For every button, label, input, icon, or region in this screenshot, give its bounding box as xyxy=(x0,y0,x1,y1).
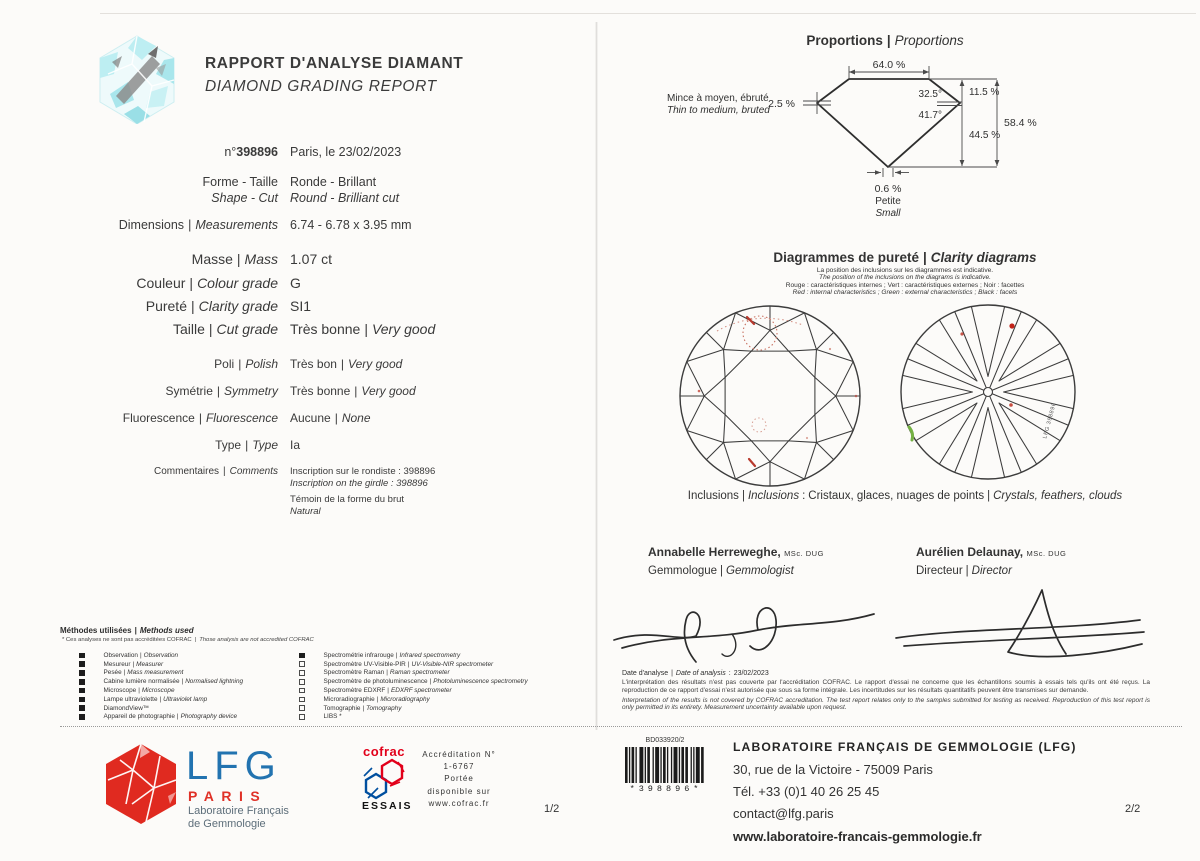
report-number: 398896 xyxy=(236,145,278,159)
crown-angle: 32.5° xyxy=(918,89,942,100)
checkbox-unchecked-icon xyxy=(299,714,305,720)
signature-gemmologist xyxy=(612,588,912,668)
lfg-wordmark: LFG xyxy=(186,744,282,788)
girdle-pct: 2.5 % xyxy=(768,98,795,110)
method-item xyxy=(299,677,584,686)
analysis-date: Date d'analyse | Date of analysis : 23/02/2023 xyxy=(622,670,769,677)
method-label: Spectromètre de photoluminescence | Photoluminescence spectrometry xyxy=(323,678,528,686)
method-label: Microscope | Microscope xyxy=(103,687,175,695)
paris-wordmark: PARIS xyxy=(188,788,268,804)
disclaimer-en: Interpretation of the results is not covered by COFRAC accreditation. The test report relates only to the samples submitted for testing as received. Reproduction of this test report is only permitted in its entirety. Measurement uncertainty available upon request. xyxy=(622,696,1150,712)
total-depth-pct: 58.4 % xyxy=(1004,117,1037,129)
method-item xyxy=(79,651,294,660)
method-item xyxy=(299,686,584,695)
crown-height-pct: 11.5 % xyxy=(969,87,1000,98)
checkbox-unchecked-icon xyxy=(299,697,305,703)
pavilion-facet-lines xyxy=(903,307,1074,478)
checkbox-checked-icon xyxy=(79,670,85,676)
lab-name-line1: Laboratoire Français xyxy=(188,805,289,817)
table-pct: 64.0 % xyxy=(872,59,906,71)
disclaimer-fr: L'interprétation des résultats n'est pas couverte par l'accréditation COFRAC. Le rapport d'essai ne concerne que les échantillons soumis à essais tels qu'ils ont été reçus. La reproduction de ce rapport d'essai n'est autorisée que sous sa forme intégrale. Les incertitudes sur les résultats quantitatifs peuvent être transmises sur demande. xyxy=(622,679,1150,694)
checkbox-unchecked-icon xyxy=(299,705,305,711)
scan-edge xyxy=(100,13,1196,14)
dimension-arrows xyxy=(849,70,999,175)
lfg-footer-logo xyxy=(102,742,180,826)
method-label: Spectromètre EDXRF | EDXRF spectrometer xyxy=(323,687,452,695)
red-crystal xyxy=(1009,323,1014,328)
girdle-desc-en: Thin to medium, bruted xyxy=(667,105,770,116)
lfg-diamond-logo xyxy=(94,34,180,124)
checkbox-unchecked-icon xyxy=(299,688,305,694)
proportions-title: Proportions | Proportions xyxy=(806,33,964,48)
method-item xyxy=(299,695,584,704)
report-number-prefix: n° xyxy=(224,145,237,159)
org-website: www.laboratoire-francais-gemmologie.fr xyxy=(733,829,982,844)
clarity-title: Diagrammes de pureté | Clarity diagrams xyxy=(773,250,1037,265)
method-label: Pesée | Mass measurement xyxy=(103,669,184,677)
method-label: Lampe ultraviolette | Ultraviolet lamp xyxy=(103,695,208,703)
page-number-right: 2/2 xyxy=(1125,803,1141,815)
culet-size-en: Small xyxy=(875,208,901,219)
essais-label: ESSAIS xyxy=(362,800,413,812)
clarity-notes: La position des inclusions sur les diagrammes est indicative. The position of the inclusions on the diagrams is indicative. Rouge : caractéristiques internes ; Vert : caractéristiques externes ; Noir : facettes Red : internal characteristics ; Green : external characteristics ; Black : facets xyxy=(785,267,1025,297)
method-label: Cabine lumière normalisée | Normalised lightning xyxy=(103,678,244,686)
checkbox-unchecked-icon xyxy=(299,661,305,667)
org-phone: Tél. +33 (0)1 40 26 25 45 xyxy=(733,784,880,799)
report-title xyxy=(205,55,463,96)
checkbox-checked-icon xyxy=(79,714,85,720)
barcode-label: BD033920/2 xyxy=(645,737,685,744)
methods-column-left xyxy=(79,651,294,721)
red-inclusion xyxy=(749,459,755,466)
inclusions-line: Inclusions | Inclusions : Cristaux, glaces, nuages de points | Crystals, feathers, clouds xyxy=(687,490,1123,502)
method-label: Mesureur | Measurer xyxy=(103,660,164,668)
method-label: Spectrométrie infrarouge | Infrared spectrometry xyxy=(323,651,461,659)
method-item xyxy=(79,660,294,669)
method-label: DiamondView™ xyxy=(103,704,150,712)
plot-inscription: LFG 398896 xyxy=(1042,402,1058,440)
org-address: 30, rue de la Victoire - 75009 Paris xyxy=(733,762,933,777)
methods-column-right xyxy=(299,651,584,721)
girdle-desc-fr: Mince à moyen, ébruté xyxy=(667,93,769,104)
report-date-place: Paris, le 23/02/2023 xyxy=(290,145,402,159)
methods-heading: Méthodes utilisées | Methods used xyxy=(60,626,194,635)
dimension-lines xyxy=(803,66,1000,177)
org-email: contact@lfg.paris xyxy=(733,806,834,821)
method-item xyxy=(299,704,584,713)
checkbox-checked-icon xyxy=(79,653,85,659)
method-item xyxy=(79,704,294,713)
pavilion-angle: 41.7° xyxy=(918,110,942,121)
culet-pct: 0.6 % xyxy=(874,183,902,195)
pavilion-depth-pct: 44.5 % xyxy=(969,130,1001,141)
proportions-diagram xyxy=(645,25,1095,225)
method-item xyxy=(79,686,294,695)
page-title-fr: RAPPORT D'ANALYSE DIAMANT xyxy=(205,55,464,72)
checkbox-checked-icon xyxy=(299,653,305,659)
analysis-block xyxy=(622,670,1150,712)
clarity-diagram-crown xyxy=(677,303,863,489)
method-label: Appareil de photographie | Photography device xyxy=(103,713,238,721)
method-item xyxy=(79,695,294,704)
certificate-sheet: RAPPORT D'ANALYSE DIAMANT DIAMOND GRADING REPORT n°398896 Paris, le 23/02/2023 Forme - Taille Shape - Cut Ronde - Brillant Round - Brilliant cut Dimensions | Measurements 6.74 - 6.78 x 3.95 mm Masse | Mass 1.07 ct Couleur | Colour grade G Pureté | Clarity grade SI1 Taille | Cut grade Très bonne | Very good Poli | Polish Très bon | Very good Symétrie | Symmetry Très bonne | Very good Fluorescence | Fluorescence Aucune | None Type | Type Ia Commentaires | Comments Inscription sur le rondiste : 398896 Inscription on the girdle : 398896 Témoin de la forme du brut Natural Méthodes utilisées | Methods used * Ces analyses ne sont pas accréditées COFRAC | Those analysis are not accredited COFRAC Observation | Observation Mesureur | Measurer Pesée | Mass measurement Cabine lumière normalisée | Normalised lightning Microscope | Microscope Lampe ultraviolette | Ultraviolet lamp DiamondView™ Appareil de photographie | Photography device Spectrométrie infrarouge | Infrared spectrometry Spectromètre UV-Visible-PIR | UV-Visible-NIR spectrometer Spectromètre Raman | Raman spectrometer Spectromètre de photoluminescence | Photoluminescence spectrometry Spectromètre EDXRF | EDXRF spectrometer Microradiographie | Microradiography Tomographie | Tomography LIBS * LFG PARIS Laboratoire Français de Gemmologie cofrac ESSAIS Accréditation N° 1-6767 Portée disponible sur www.cofrac.fr 1/2 Proportions | Proportions 64.0 % 2.5 % Mince à moyen, ébruté Thin to medium, bruted 32.5° 41.7° 11.5 % 44.5 % 58.4 % 0.6 % Petite Small Diagrammes de pureté | Clarity diagrams La position des inclusions sur les diagrammes est indicative. The position of the inclusions on the diagrams is indicative. Rouge : caractéristiques internes ; Vert : caractéristiques externes ; Noir : facettes Red : internal characteristics ; Green : external characteristics ; Black : facets LFG 398896 Inclusions | Inclusions : Cristaux, glaces, nuages de points | Crystals, feathers, clouds Annabelle Herreweghe, MSc. DUG Gemmologue | Gemmologist Aurélien Delaunay, MSc. DUG Directeur | Director Date d'analyse | Date of analysis : 23/02/2023 L'interprétation des résultats n'est pas couverte par l'accréditation COFRAC. Le rapport d'essai ne concerne que les échantillons soumis à essais tels qu'ils ont été reçus. La reproduction de ce rapport d'essai n'est autorisée que sous sa forme intégrale. Les incertitudes sur les résultats quantitatifs peuvent être transmises sur demande. Interpretation of the results is not covered by COFRAC accreditation. The test report relates only to the samples submitted for testing as received. Reproduction of this test report is only permitted in its entirety. Measurement uncertainty available upon request. BD033920/2 *398896* LABORATOIRE FRANÇAIS DE GEMMOLOGIE (LFG) 30, rue de la Victoire - 75009 Paris Tél. +33 (0)1 40 26 25 45 contact@lfg.paris www.laboratoire-francais-gemmologie.fr 2/2 xyxy=(0,0,1200,861)
accreditation-block: Accréditation N° 1-6767 Portée disponible sur www.cofrac.fr xyxy=(422,750,496,808)
checkbox-checked-icon xyxy=(79,661,85,667)
method-item xyxy=(299,669,584,678)
method-item xyxy=(79,713,294,722)
method-item xyxy=(299,713,584,722)
culet-size-fr: Petite xyxy=(875,196,901,207)
method-label: Microradiographie | Microradiography xyxy=(323,695,430,703)
method-item xyxy=(79,669,294,678)
checkbox-unchecked-icon xyxy=(299,670,305,676)
checkbox-checked-icon xyxy=(79,679,85,685)
checkbox-checked-icon xyxy=(79,697,85,703)
methods-note: * Ces analyses ne sont pas accréditées COFRAC | Those analysis are not accredited COFRAC xyxy=(62,637,314,643)
barcode-text: *398896* xyxy=(629,784,703,794)
fold-crease xyxy=(595,22,598,730)
barcode xyxy=(625,747,705,783)
lab-name-line2: de Gemmologie xyxy=(188,818,266,830)
crown-facet-lines xyxy=(680,306,860,486)
org-name: LABORATOIRE FRANÇAIS DE GEMMOLOGIE (LFG) xyxy=(733,740,1077,754)
page-title-en: DIAMOND GRADING REPORT xyxy=(205,78,437,95)
perforation-line xyxy=(60,726,1182,727)
method-label: Spectromètre Raman | Raman spectrometer xyxy=(323,669,450,677)
page-number-left: 1/2 xyxy=(544,803,560,815)
signature-director xyxy=(882,582,1162,662)
checkbox-checked-icon xyxy=(79,705,85,711)
method-item xyxy=(79,677,294,686)
signatory-gemmologist: Annabelle Herreweghe, MSc. DUG Gemmologue | Gemmologist xyxy=(648,545,824,577)
method-label: Spectromètre UV-Visible-PIR | UV-Visible-NIR spectrometer xyxy=(323,660,494,668)
method-label: Observation | Observation xyxy=(103,651,179,659)
method-label: LIBS * xyxy=(323,713,342,721)
clarity-diagram-pavilion xyxy=(899,303,1077,481)
cofrac-wordmark: cofrac xyxy=(363,744,406,759)
checkbox-checked-icon xyxy=(79,688,85,694)
green-inclusion xyxy=(909,427,913,440)
checkbox-unchecked-icon xyxy=(299,679,305,685)
signatory-director: Aurélien Delaunay, MSc. DUG Directeur | Director xyxy=(916,545,1067,577)
cofrac-logo xyxy=(362,758,406,800)
proportion-labels xyxy=(667,59,1037,219)
method-item xyxy=(299,651,584,660)
method-item xyxy=(299,660,584,669)
method-label: Tomographie | Tomography xyxy=(323,704,402,712)
